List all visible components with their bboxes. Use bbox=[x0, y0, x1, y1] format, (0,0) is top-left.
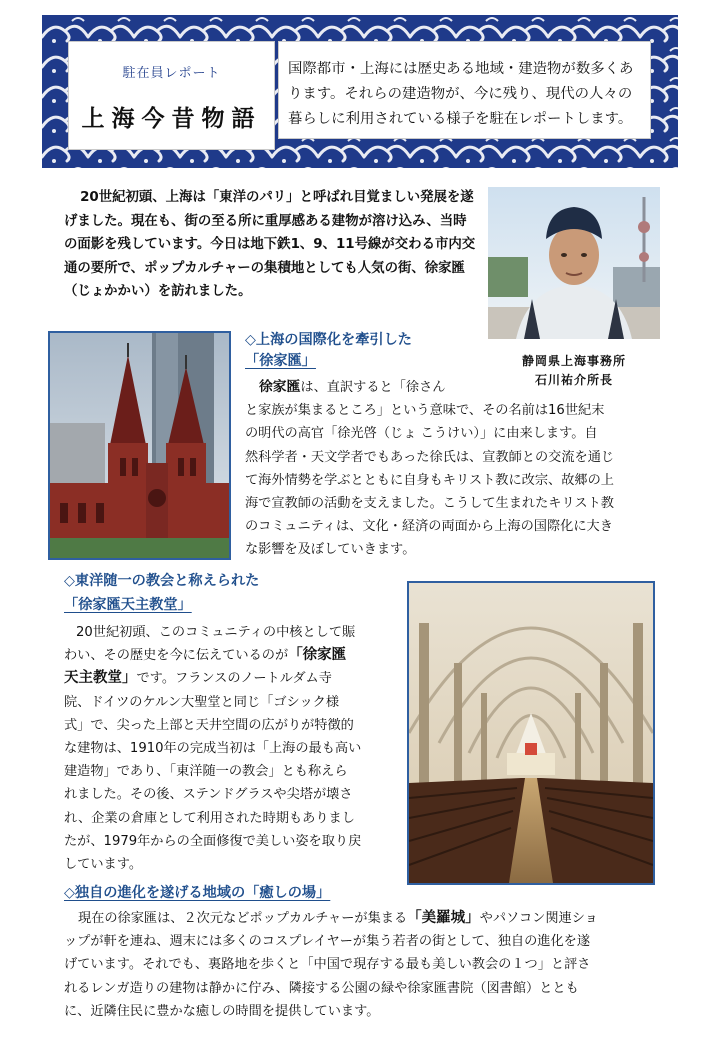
section2-line: 20世紀初頭、このコミュニティの中核として賑 bbox=[76, 625, 356, 640]
section3-line: れるレンガ造りの建物は静かに佇み、隣接する公園の緑や徐家匯書院（図書館）ととも bbox=[64, 980, 579, 996]
section1-line: て海外情勢を学ぶとともに自身もキリスト教に改宗、故郷の上 bbox=[245, 472, 614, 488]
section1-heading-line1: ◇上海の国際化を牽引した bbox=[245, 332, 412, 348]
section2-line: れました。その後、ステンドグラスや尖塔が壊さ bbox=[64, 787, 353, 803]
section2-line: わい、その歴史を今に伝えているのが bbox=[64, 648, 289, 664]
section1-heading-line2: 「徐家匯」 bbox=[245, 353, 316, 369]
section3-line: やパソコン関連ショ bbox=[479, 911, 598, 926]
section2-heading-line1: ◇東洋随一の教会と称えられた bbox=[64, 573, 260, 589]
title-box bbox=[68, 41, 275, 150]
section1-lead-word: 徐家匯 bbox=[259, 379, 301, 395]
section1-heading bbox=[245, 330, 412, 372]
report-label: 駐在員レポート bbox=[122, 66, 221, 81]
section3-body bbox=[64, 907, 664, 1023]
section2-line: 式」で、尖った上部と天井空間の広がりが特徴的 bbox=[64, 717, 354, 733]
author-name: 石川祐介所長 bbox=[534, 373, 613, 387]
section2-line: しています。 bbox=[64, 857, 143, 873]
section2-line: 院、ドイツのケルン大聖堂と同じ「ゴシック様 bbox=[64, 694, 340, 710]
section1-line: のコミュニティは、文化・経済の両面から上海の国際化に大き bbox=[245, 519, 613, 535]
page-title: 上海今昔物語 bbox=[81, 105, 262, 132]
church-interior-photo bbox=[407, 581, 655, 885]
section1-body bbox=[245, 376, 665, 562]
section2-heading-line2: 「徐家匯天主教堂」 bbox=[64, 597, 192, 613]
section1-line: は、直訳すると「徐さん bbox=[300, 380, 446, 395]
church-name-emphasis: 天主教堂」 bbox=[64, 670, 137, 687]
section1-line: な影響を及ぼしていきます。 bbox=[245, 542, 416, 558]
section3-heading: ◇独自の進化を遂げる地域の「癒しの場」 bbox=[64, 885, 331, 901]
section3-line: 現在の徐家匯は、２次元などポップカルチャーが集まる bbox=[78, 911, 408, 926]
section2-line: な建物は、1910年の完成当初は「上海の最も高い bbox=[64, 741, 362, 757]
section2-body bbox=[64, 621, 400, 876]
section2-line: たが、1979年からの全面修復で美しい姿を取り戻 bbox=[64, 833, 362, 849]
section1-line: の明代の高官「徐光啓（じょ こうけい）」に由来します。自 bbox=[245, 426, 598, 442]
section2-line: れ、企業の倉庫として利用された時期もありまし bbox=[64, 810, 355, 826]
church-exterior-photo bbox=[48, 331, 231, 560]
section2-heading bbox=[64, 571, 259, 616]
section3-line: げています。それでも、裏路地を歩くと「中国で現存する最も美しい教会の１つ」と評さ bbox=[64, 957, 591, 973]
section2-line: 建造物」であり、「東洋随一の教会」とも称えら bbox=[64, 764, 348, 780]
intro-box bbox=[278, 41, 651, 139]
section2-line: です。フランスのノートルダム寺 bbox=[136, 671, 332, 687]
section3-line: に、近隣住民に豊かな癒しの時間を提供しています。 bbox=[64, 1003, 380, 1019]
section1-line: 海で宣教師の活動を支えました。こうして生まれたキリスト教 bbox=[245, 496, 614, 512]
section1-line: と家族が集まるところ」という意味で、その名前は16世紀末 bbox=[245, 403, 605, 419]
lead-paragraph: 20世紀初頭、上海は「東洋のパリ」と呼ばれ目覚ましい発展を遂げました。現在も、街の至る所に重厚感ある建物が溶け込み、当時の面影を残しています。今日は地下鉄1、9、11号線が交わる市内交通の要所で、ポップカルチャーの集積地としても人気の街、徐家匯（じょかかい）を訪れました。 bbox=[64, 190, 476, 299]
author-portrait-photo bbox=[488, 187, 660, 339]
section1-line: 然科学者・天文学者でもあった徐氏は、宣教師との交流を通じ bbox=[245, 449, 615, 465]
intro-text: 国際都市・上海には歴史ある地域・建造物が数多くあります。それらの建造物が、今に残り、現代の人々の暮らしに利用されている様子を駐在レポートします。 bbox=[288, 61, 634, 127]
mall-name-emphasis: 「美羅城」 bbox=[407, 910, 480, 926]
church-name-emphasis: 「徐家匯 bbox=[288, 647, 347, 664]
author-org: 静岡県上海事務所 bbox=[521, 354, 626, 368]
section3-line: ップが軒を連ね、週末には多くのコスプレイヤーが集う若者の街として、独自の進化を遂 bbox=[64, 934, 591, 950]
